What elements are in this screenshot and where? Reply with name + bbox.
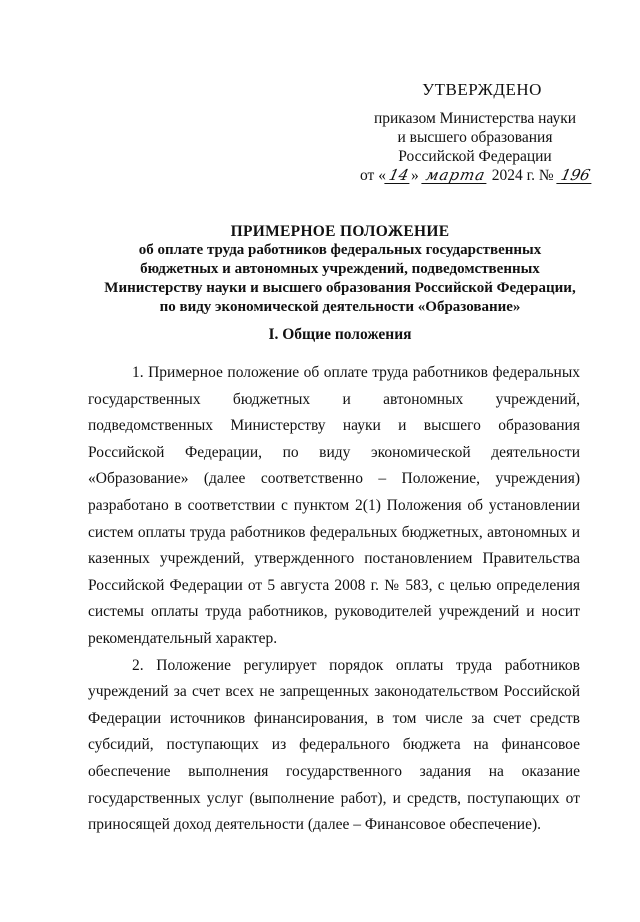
approval-date-line bbox=[360, 166, 590, 185]
handwritten-day: 14 bbox=[384, 168, 412, 184]
document-subtitle-line-2: бюджетных и автономных учреждений, подведомственных bbox=[140, 261, 540, 277]
document-subtitle-line-1: об оплате труда работников федеральных государственных bbox=[138, 242, 542, 258]
section-heading: I. Общие положения bbox=[268, 326, 412, 343]
section-body bbox=[88, 360, 580, 839]
paragraph-1: 1. Примерное положение об оплате труда работников федеральных государственных бюджетных и автономных учреждений, подведомственных Министерству науки и высшего образования Российской Федерации, по виду экономической деятельности «Образование» (далее соответственно – Положение, учреждения) разработано в соответствии с пунктом 2(1) Положения об установлении систем оплаты труда работников федеральных бюджетных, автономных и казенных учреждений, утвержденного постановлением Правительства Российской Федерации от 5 августа 2008 г. № 583, с целью определения системы оплаты труда работников, руководителей учреждений и носит рекомендательный характер. bbox=[88, 364, 580, 647]
approval-country-line: Российской Федерации bbox=[398, 148, 552, 165]
document-subtitle-line-4: по виду экономической деятельности «Образование» bbox=[159, 299, 521, 315]
date-year: 2024 г. № bbox=[491, 167, 554, 184]
approval-order-line: приказом Министерства науки bbox=[373, 110, 577, 127]
date-prefix: от « bbox=[360, 167, 386, 184]
document-title-block bbox=[80, 222, 600, 317]
approval-stamp bbox=[360, 80, 590, 185]
approval-ministry-line: и высшего образования bbox=[397, 129, 553, 146]
paragraph-2: 2. Положение регулирует порядок оплаты труда работников учреждений за счет всех не запрещенных законодательством Российской Федерации источников финансирования, в том числе за счет средств субсидий, поступающих из федерального бюджета на финансовое обеспечение выполнения государственного задания на оказание государственных услуг (выполнение работ), и средств, поступающих от приносящей доход деятельности (далее – Финансовое обеспечение). bbox=[88, 656, 580, 834]
document-subtitle-line-3: Министерству науки и высшего образования Российской Федерации, bbox=[104, 280, 576, 296]
date-mid: » bbox=[411, 167, 419, 184]
handwritten-month: марта bbox=[421, 168, 490, 184]
document-title: ПРИМЕРНОЕ ПОЛОЖЕНИЕ bbox=[230, 223, 450, 240]
approval-title: УТВЕРЖДЕНО bbox=[422, 80, 542, 99]
handwritten-order-number: 196 bbox=[556, 168, 594, 184]
